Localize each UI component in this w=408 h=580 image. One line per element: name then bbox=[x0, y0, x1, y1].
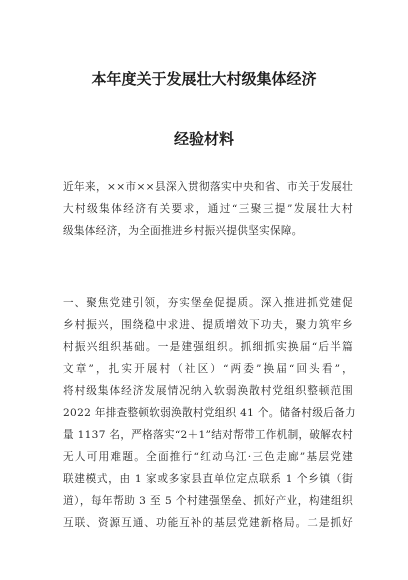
paragraph-line: 级集体经济，为全面推进乡村振兴提供坚实保障。 bbox=[63, 225, 303, 237]
paragraph-line: 文章”，扎实开展村（社区）“两委”换届“回头看”， bbox=[63, 363, 353, 375]
paragraph-line: 量 1137 名，严格落实“2＋1”结对帮带工作机制，破解农村 bbox=[63, 429, 353, 441]
paragraph-line: 2022 年排查整顿软弱涣散村党组织 41 个。储备村级后备力 bbox=[63, 407, 356, 419]
paragraph-line: 道），每年帮助 3 至 5 个村建强堡垒、抓好产业，构建组织 bbox=[63, 495, 353, 507]
intro-paragraph bbox=[63, 176, 353, 242]
paragraph-line: 一、聚焦党建引领，夯实堡垒促提质。深入推进抓党建促 bbox=[63, 297, 353, 309]
paragraph-line: 乡村振兴，围绕稳中求进、提质增效下功夫，聚力筑牢乡 bbox=[63, 319, 353, 331]
paragraph-line: 村振兴组织基础。一是建强组织。抓细抓实换届“后半篇 bbox=[63, 341, 353, 353]
section-one-paragraph bbox=[63, 292, 356, 534]
paragraph-line: 联建模式，由 1 家或多家县直单位定点联系 1 个乡镇（街 bbox=[63, 473, 353, 485]
document-title-line-1: 本年度关于发展壮大村级集体经济 bbox=[91, 70, 317, 88]
paragraph-line: 无人可用难题。全面推行“红动乌江·三色走廊”基层党建 bbox=[63, 451, 353, 463]
paragraph-line: 大村级集体经济有关要求，通过“三聚三提”发展壮大村 bbox=[63, 203, 353, 215]
document-title-line-2: 经验材料 bbox=[173, 130, 234, 148]
paragraph-line: 近年来，××市××县深入贯彻落实中央和省、市关于发展壮 bbox=[63, 181, 353, 193]
paragraph-line: 将村级集体经济发展情况纳入软弱涣散村党组织整顿范围 bbox=[63, 385, 353, 397]
paragraph-line: 互联、资源互通、功能互补的基层党建新格局。二是抓好 bbox=[63, 517, 353, 529]
